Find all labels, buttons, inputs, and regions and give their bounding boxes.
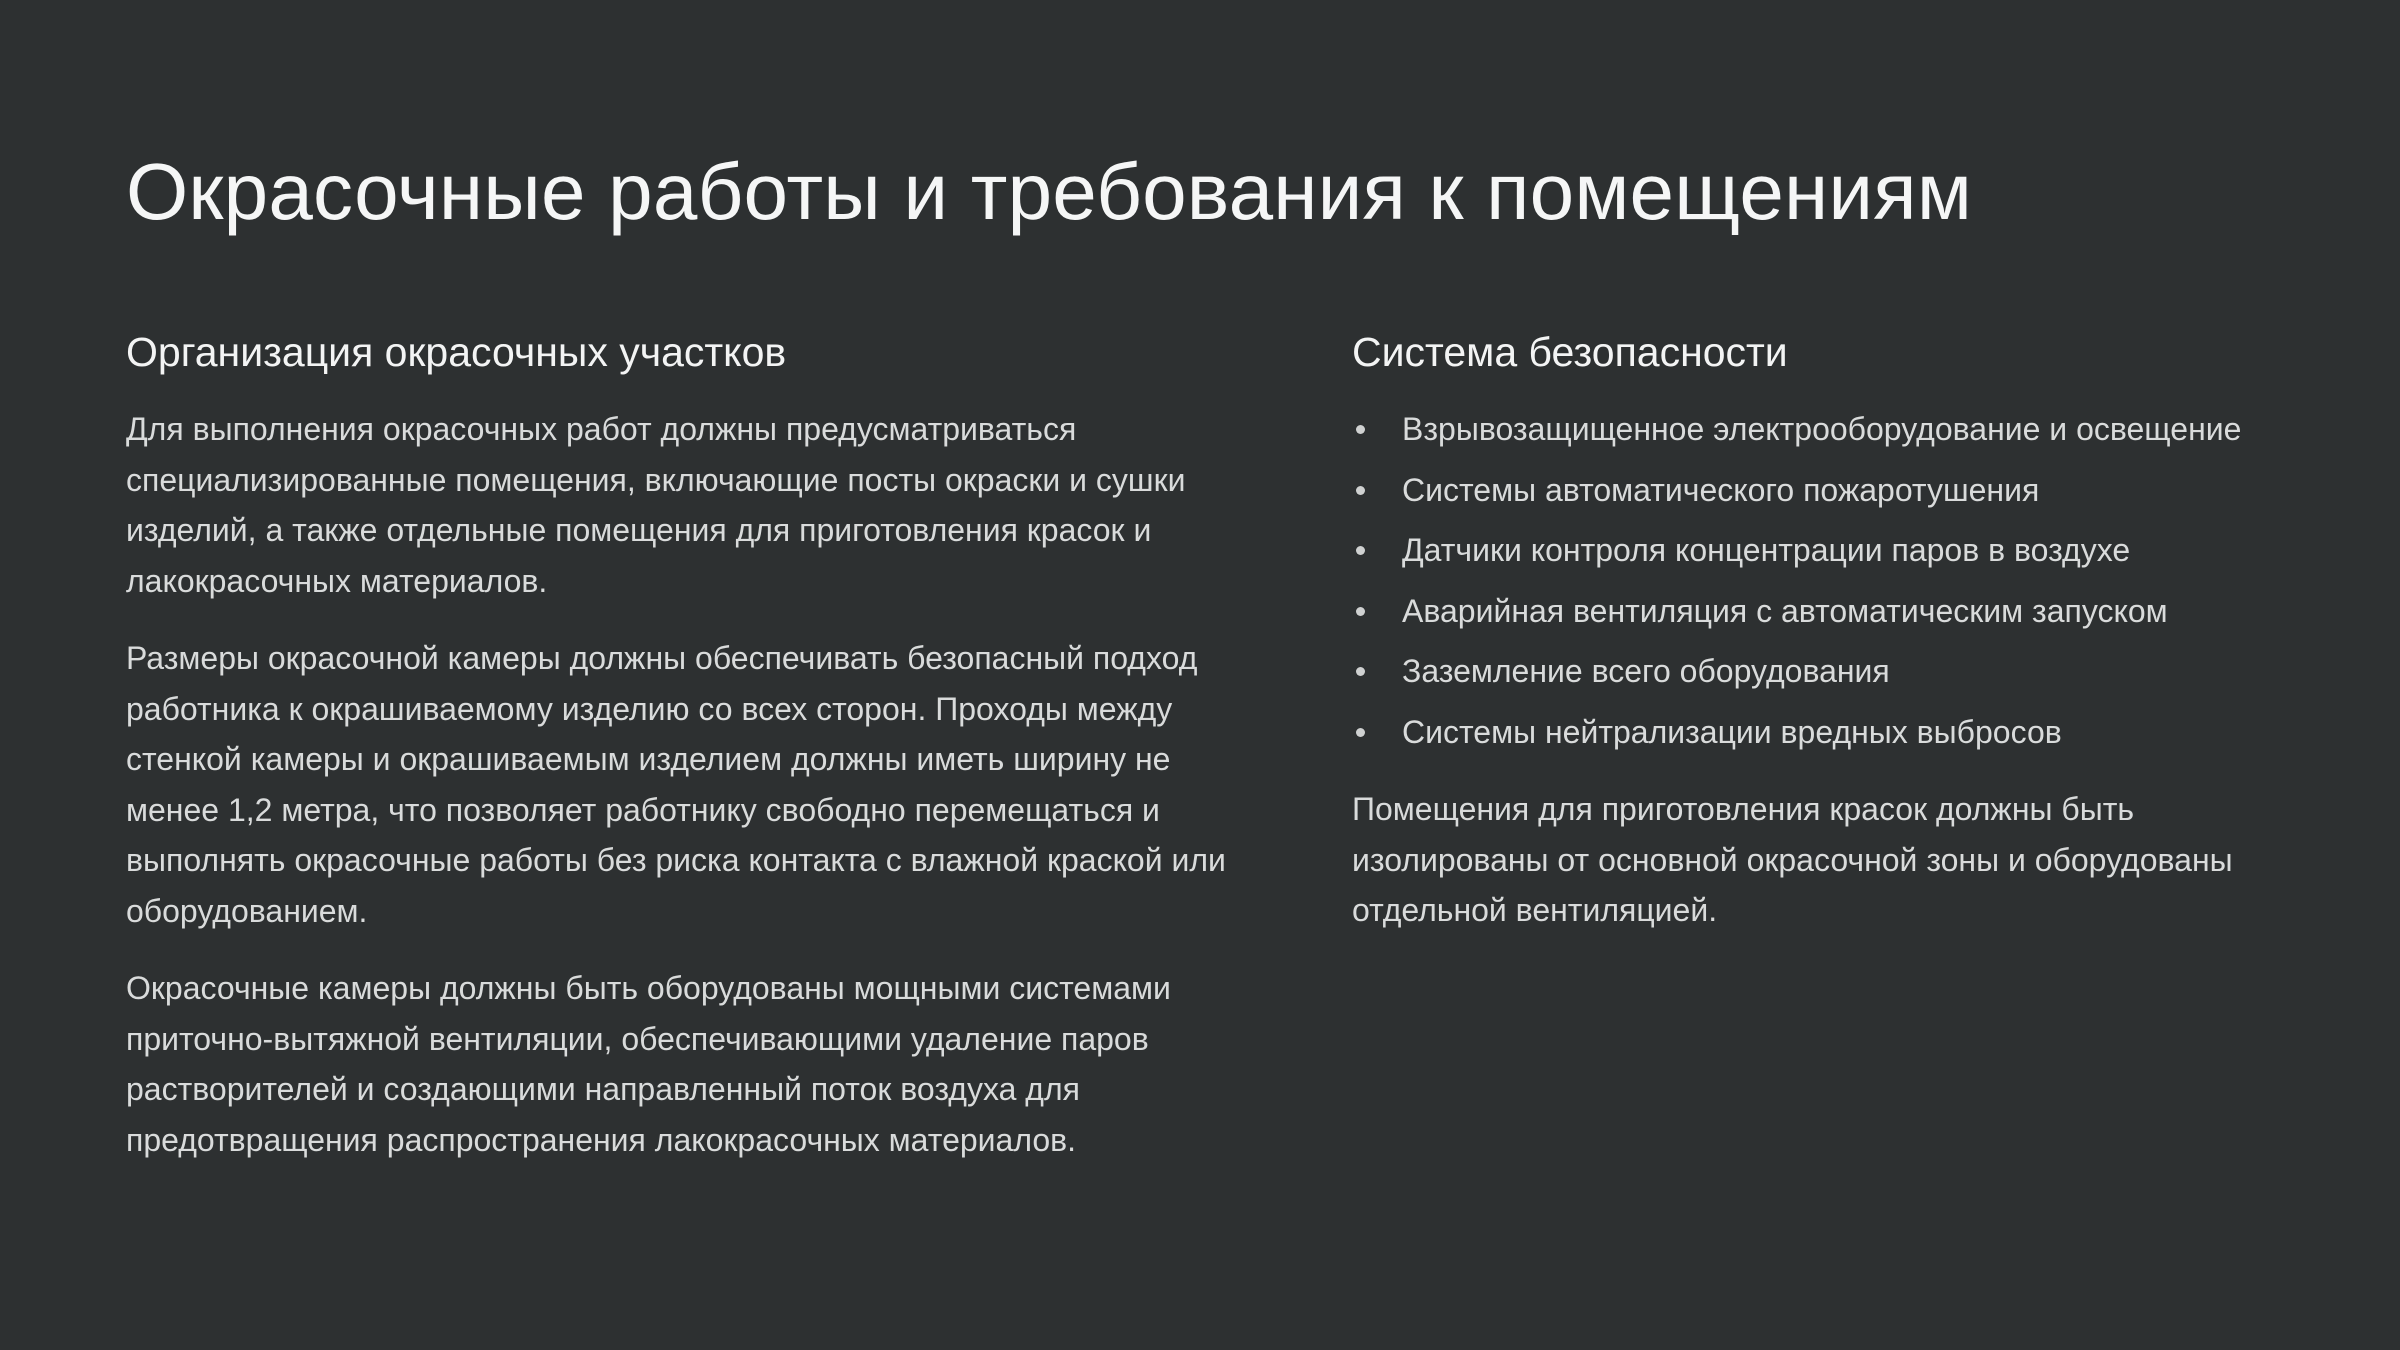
bullet-dot-icon [1356,546,1365,555]
bullet-text: Взрывозащищенное электрооборудование и освещение [1402,411,2242,447]
slide-title: Окрасочные работы и требования к помещениям [126,147,1973,236]
bullet-text: Системы автоматического пожаротушения [1402,471,2040,508]
bullet-text: Датчики контроля концентрации паров в воздухе [1402,532,2131,568]
bullet-item [1352,586,2292,637]
bullet-dot-icon [1356,486,1365,495]
right-note-paragraph: Помещения для приготовления красок должны быть изолированы от основной окрасочной зоны и оборудованы отдельной вентиляцией. [1352,791,2233,928]
right-column [1352,322,2292,963]
bullet-dot-icon [1356,607,1365,616]
bullet-dot-icon [1356,667,1365,676]
bullet-item [1352,404,2292,455]
bullet-item [1352,707,2292,758]
left-paragraph-2: Размеры окрасочной камеры должны обеспечивать безопасный подход работника к окрашиваемому изделию со всех сторон. Проходы между стенкой камеры и окрашиваемым изделием должны иметь ширину не менее 1,2 метра, что позволяет работнику свободно перемещаться и выполнять окрасочные работы без риска контакта с влажной краской или оборудованием. [126,640,1226,929]
bullet-dot-icon [1356,728,1365,737]
bullet-item [1352,465,2292,516]
right-column-heading: Система безопасности [1352,329,1788,375]
bullet-item [1352,525,2292,576]
left-paragraph-1: Для выполнения окрасочных работ должны предусматриваться специализированные помещения, включающие посты окраски и сушки изделий, а также отдельные помещения для приготовления красок и лакокрасочных материалов. [126,411,1186,599]
left-paragraph-3: Окрасочные камеры должны быть оборудованы мощными системами приточно-вытяжной вентиляции, обеспечивающими удаление паров растворителей и создающими направленный поток воздуха для предотвращения распространения лакокрасочных материалов. [126,970,1171,1158]
left-column [126,322,1266,1192]
bullet-text: Аварийная вентиляция с автоматическим запуском [1402,592,2168,629]
bullet-dot-icon [1356,425,1365,434]
safety-bullet-list [1352,404,2292,757]
bullet-item [1352,646,2292,697]
bullet-text: Системы нейтрализации вредных выбросов [1402,713,2062,750]
bullet-text: Заземление всего оборудования [1402,653,1890,689]
left-column-heading: Организация окрасочных участков [126,329,787,375]
